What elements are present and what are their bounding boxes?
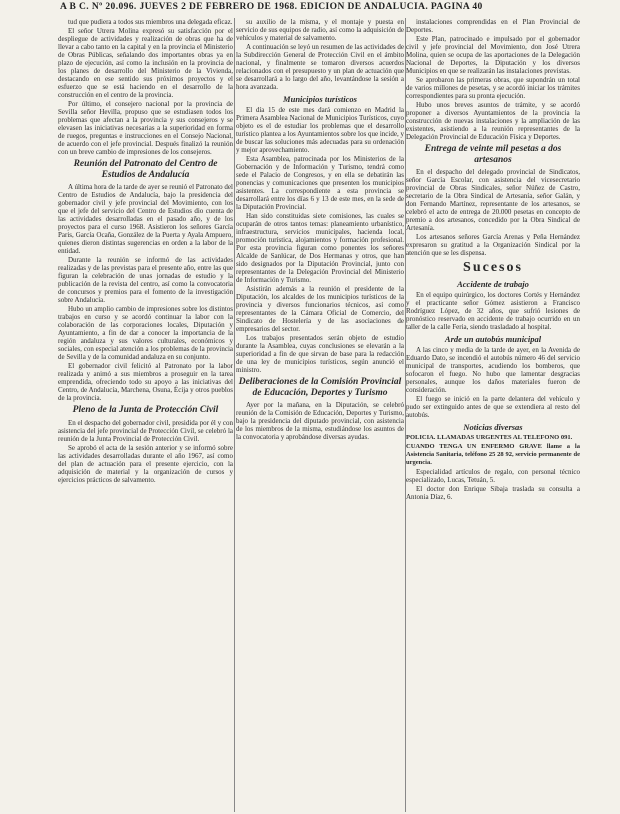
headline-patronato: Reunión del Patronato del Centro de Estudios de Andalucía xyxy=(73,159,218,180)
notice-police: POLICIA. LLAMADAS URGENTES AL TELEFONO 091. xyxy=(406,434,573,441)
headline-municipios-turisticos: Municipios turísticos xyxy=(283,94,357,104)
paragraph: El fuego se inició en la parte delantera del vehículo y pudo ser extinguido antes de que se extendiera al resto del autobús. xyxy=(406,395,580,419)
section-title-sucesos: Sucesos xyxy=(463,260,523,275)
paragraph: Los trabajos presentados serán objeto de estudio durante la Asamblea, cuyas conclusiones se elevarán a la superioridad a fin de que sirvan de base para la redacción de una ley de municipios turísticos, según anunció el ministro. xyxy=(236,334,404,374)
column-1 xyxy=(58,18,233,814)
paragraph: El gobernador civil felicitó al Patronato por la labor realizada y animó a sus miembros a proseguir en la tarea emprendida, ofreciendo todo su apoyo a las iniciativas del Centro, de Andalucía, Marchena, Osuna, Écija y otros pueblos de la provincia. xyxy=(58,362,233,402)
paragraph: Se aprobó el acta de la sesión anterior y se informó sobre las actividades desarrolladas durante el año 1967, así como del plan de actuación para el presente ejercicio, con la adquisición de material y la organización de cursos y ejercicios prácticos de salvamento. xyxy=(58,443,233,484)
headline-noticias-diversas: Noticias diversas xyxy=(463,422,523,432)
paragraph: Hubo un amplio cambio de impresiones sobre los distintos trabajos en curso y se acordó continuar la labor con la colaboración de las corporaciones locales, Diputación y Ayuntamiento, a fin de dar a conocer la importancia de la región andaluza y sus valores culturales, económicos y sociales, con especial atención a los problemas de la provincia de Sevilla y de la comunidad andaluza en su conjunto. xyxy=(58,305,233,361)
paragraph: Se aprobaron las primeras obras, que supondrán un total de varios millones de pesetas, y se acordó iniciar los trámites correspondientes para su pronta ejecución. xyxy=(406,76,580,100)
column-3 xyxy=(406,18,580,814)
paragraph: Asistirán además a la reunión el presidente de la Diputación, los alcaldes de los municipios turísticos de la provincia y diversos funcionarios técnicos, así como representantes de la Cámara Oficial de Comercio, del Sindicato de Hostelería y de las asociaciones de empresarios del sector. xyxy=(236,285,404,333)
paragraph: tud que pudiera a todos sus miembros una delegada eficaz. xyxy=(68,18,233,26)
masthead: A B C. Nº 20.096. JUEVES 2 DE FEBRERO DE 1968. EDICION DE ANDALUCIA. PAGINA 40 xyxy=(60,2,483,12)
paragraph: Especialidad artículos de regalo, con personal técnico especializado, Lucas, Tetuán, 5. xyxy=(406,468,580,484)
headline-comision-provincial: Deliberaciones de la Comisión Provincial de Educación, Deportes y Turismo xyxy=(238,377,402,398)
column-divider xyxy=(234,18,235,812)
paragraph: Hubo unos breves asuntos de trámite, y se acordó proponer a diversos Ayuntamientos de la provincia la construcción de nuevas instalaciones y la ampliación de las existentes, asistiendo a la reunión representantes de la Delegación Provincial de Educación Física y Deportes. xyxy=(406,101,580,141)
paragraph: En el equipo quirúrgico, los doctores Cortés y Hernández y el practicante señor Gómez asistieron a Francisco Rodríguez López, de 32 años, que sufrió lesiones de pronóstico reservado en accidente de trabajo ocurrido en un taller de la calle Feria, siendo trasladado al hospital. xyxy=(406,291,580,331)
paragraph: A las cinco y media de la tarde de ayer, en la Avenida de Eduardo Dato, se incendió el autobús número 46 del servicio municipal de transportes, acudiendo los bomberos, que sofocaron el fuego. No hubo que lamentar desgracias personales, aunque los daños materiales fueron de consideración. xyxy=(406,346,580,394)
headline-autobus: Arde un autobús municipal xyxy=(444,334,542,344)
paragraph: Ayer por la mañana, en la Diputación, se celebró reunión de la Comisión de Educación, Deportes y Turismo, bajo la presidencia del diputado provincial, con asistencia de los miembros de la misma, estudiándose los asuntos de la convocatoria y aprobándose diversas ayudas. xyxy=(236,401,404,441)
paragraph: Este Plan, patrocinado e impulsado por el gobernador civil y jefe provincial del Movimiento, don José Utrera Molina, quien se ocupa de las aportaciones de la Delegación Nacional de Deportes, la Diputación y los diversos Municipios en que se realizarán las instalaciones previstas. xyxy=(406,35,580,75)
paragraph: Durante la reunión se informó de las actividades realizadas y de las previstas para el presente año, entre las que figuran la celebración de unas jornadas de estudio y la publicación de la revista del centro, así como la convocatoria de concursos y premios para el fomento de la investigación sobre Andalucía. xyxy=(58,256,233,304)
headline-proteccion-civil: Pleno de la Junta de Protección Civil xyxy=(72,405,219,415)
paragraph: su auxilio de la misma, y el montaje y puesta en servicio de sus equipos de radio, así como la adquisición de vehículos y material de salvamento. xyxy=(236,18,404,42)
paragraph: El día 15 de este mes dará comienzo en Madrid la Primera Asamblea Nacional de Municipios Turísticos, cuyo objeto es el de estudiar los problemas que el desarrollo turístico plantea a los Ayuntamientos sobre los que incide, y de buscar las soluciones más adecuadas para su ordenación y mejor aprovechamiento. xyxy=(236,106,404,154)
headline-accidente: Accidente de trabajo xyxy=(457,279,529,289)
paragraph: instalaciones comprendidas en el Plan Provincial de Deportes. xyxy=(406,18,580,34)
paragraph: Han sido constituidas siete comisiones, las cuales se ocuparán de otros tantos temas: planeamiento urbanístico, infraestructura, servicios municipales, hacienda local, promoción turística, alojamientos y formación profesional. Por esta provincia figuran como ponentes los señores Alcalde de Sanlúcar, de Dos Hermanas y otros, que han sido designados por la Diputación Provincial, junto con representantes de la Delegación Provincial del Ministerio de Información y Turismo. xyxy=(236,212,404,284)
notice-enfermo: CUANDO TENGA UN ENFERMO GRAVE llame a la Asistencia Sanitaria, teléfono 25 28 92, servicio permanente de urgencia. xyxy=(406,443,580,466)
headline-artesanos: Entrega de veinte mil pesetas a dos artesanos xyxy=(424,144,562,165)
paragraph: En el despacho del delegado provincial de Sindicatos, señor García Escolar, con asistencia del vicesecretario provincial de Obras Sindicales, señor Núñez de Castro, secretario de la Obra Sindical de Artesanía, señor Galán, y don Fernando Martínez, representante de los artesanos, se celebró el acto de entrega de 20.000 pesetas en concepto de premio a dos artesanos, concedido por la Obra Sindical de Artesanía. xyxy=(406,168,580,232)
paragraph: El señor Utrera Molina expresó su satisfacción por el despliegue de actividades y realización de obras que ha de llevar a cabo tanto en la capital y en la provincia el Ministerio de Obras Públicas, señalando dos importantes obras ya en plazo de ejecución, así como la inclusión en la provincia de los planes de desarrollo del Ministerio de la Vivienda, destacando en ese sentido sus próximos proyectos y el esfuerzo que se está haciendo en el desarrollo de la construcción en el centro de la provincia. xyxy=(58,27,233,99)
paragraph: A última hora de la tarde de ayer se reunió el Patronato del Centro de Estudios de Andalucía, bajo la presidencia del gobernador civil y jefe provincial del Movimiento, con los que el jefe del servicio del Centro de Estudios dio cuenta de las actividades desarrolladas en el pasado año, y de los proyectos para el curso 1968. Asistieron los señores García Paris, García Ocaña, González de la Puerta y Ayala Ampuero, quienes dieron distintas sugerencias en orden a la labor de la entidad. xyxy=(58,183,233,255)
paragraph: En el despacho del gobernador civil, presidida por él y con asistencia del jefe provincial de Protección Civil, se celebró la reunión de la Junta Provincial de Protección Civil. xyxy=(58,418,233,443)
paragraph: Esta Asamblea, patrocinada por los Ministerios de la Gobernación y de Información y Turismo, tendrá como sede el Palacio de Congresos, y en ella se debatirán las ponencias y comunicaciones que presenten los municipios asistentes. La correspondiente a esta provincia se desarrollará entre los días 6 y 13 de este mes, en la sede de la Diputación Provincial. xyxy=(236,155,404,211)
paragraph: Por último, el consejero nacional por la provincia de Sevilla señor Hevilla, propuso que se estudiasen todos los problemas que afectan a la provincia y sus consejeros y se elevasen las iniciativas necesarias a la superioridad en forma de ruegos, preguntas e instrucciones en el Consejo Nacional, de acuerdo con el jefe provincial. Después finalizó la reunión con un breve cambio de impresiones de los consejeros. xyxy=(58,100,233,156)
paragraph: Los artesanos señores García Arenas y Peña Hernández expresaron su gratitud a la Organización Sindical por la atención que se les dispensa. xyxy=(406,233,580,257)
paragraph: A continuación se leyó un resumen de las actividades de la Subdirección General de Protección Civil en el ámbito nacional, y finalmente se tomaron diversos acuerdos relacionados con el presupuesto y un plan de actuación que se desarrollará a lo largo del año, levantándose la sesión a hora avanzada. xyxy=(236,43,404,91)
paragraph: El doctor don Enrique Sibaja traslada su consulta a Antonia Díaz, 6. xyxy=(406,485,580,501)
column-2 xyxy=(236,18,404,814)
